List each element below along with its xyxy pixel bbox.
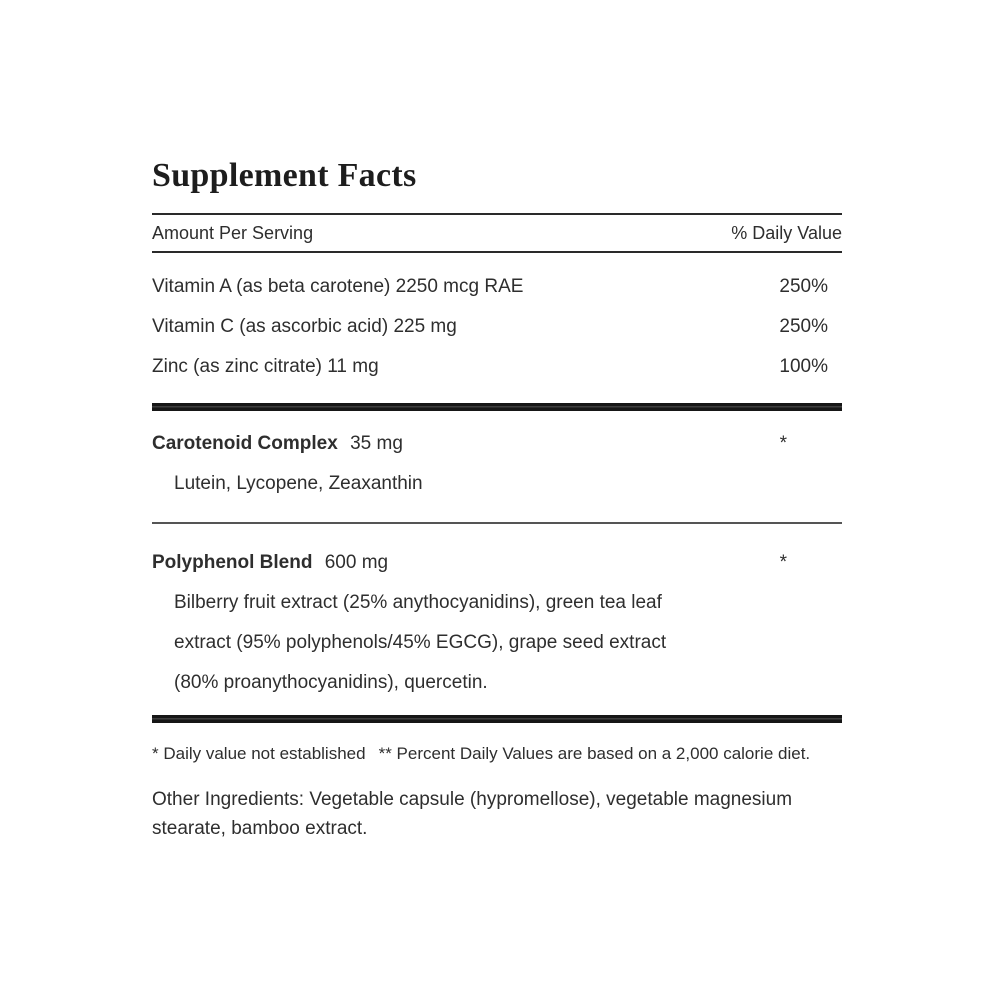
blend-header-row: [152, 543, 842, 583]
blend-ingredients-line: (80% proanythocyanidins), quercetin.: [174, 672, 488, 693]
nutrient-row-vitamin-c: [152, 307, 842, 347]
footnote-daily-value: * Daily value not established: [152, 744, 366, 763]
other-ingredients-text: Other Ingredients: Vegetable capsule (hypromellose), vegetable magnesium stearate, bamboo extract.: [152, 789, 793, 839]
blend-header-row: [152, 424, 842, 464]
blend-title: [152, 433, 403, 455]
blend-amount: 35 mg: [350, 433, 403, 454]
nutrient-name: Zinc (as zinc citrate) 11 mg: [152, 356, 379, 377]
blend-carotenoid-complex: [152, 424, 842, 504]
page-title: Supplement Facts: [152, 157, 417, 194]
footnote-percent-dv: ** Percent Daily Values are based on a 2,000 calorie diet.: [378, 744, 811, 763]
footnote-row: [152, 744, 842, 764]
thick-divider-top: [152, 403, 842, 411]
column-header-amount: Amount Per Serving: [152, 222, 314, 243]
blend-name: Polyphenol Blend: [152, 552, 313, 573]
blend-name: Carotenoid Complex: [152, 433, 338, 454]
nutrient-daily-value: 100%: [779, 356, 828, 377]
blend-title: [152, 552, 388, 574]
nutrient-name: Vitamin C (as ascorbic acid) 225 mg: [152, 316, 457, 337]
blend-ingredients-line: Bilberry fruit extract (25% anythocyanidins), green tea leaf: [174, 592, 662, 613]
nutrient-name: Vitamin A (as beta carotene) 2250 mcg RAE: [152, 276, 524, 297]
blend-daily-value-asterisk: *: [779, 433, 787, 454]
blend-polyphenol-blend: [152, 543, 842, 703]
column-header-daily-value: % Daily Value: [731, 222, 842, 243]
column-header-row: [152, 215, 842, 251]
blend-amount: 600 mg: [324, 552, 389, 573]
nutrient-list: [152, 253, 842, 387]
blend-daily-value-asterisk: *: [779, 552, 787, 573]
blend-ingredients-line: extract (95% polyphenols/45% EGCG), grape seed extract: [174, 632, 667, 653]
nutrient-daily-value: 250%: [779, 316, 828, 337]
supplement-facts-panel: [152, 158, 842, 843]
nutrient-daily-value: 250%: [779, 276, 828, 297]
thick-divider-bottom: [152, 715, 842, 723]
blend-ingredients-line: Lutein, Lycopene, Zeaxanthin: [174, 473, 423, 494]
divider-between-blends: [152, 522, 842, 524]
nutrient-row-zinc: [152, 347, 842, 387]
nutrient-row-vitamin-a: [152, 267, 842, 307]
